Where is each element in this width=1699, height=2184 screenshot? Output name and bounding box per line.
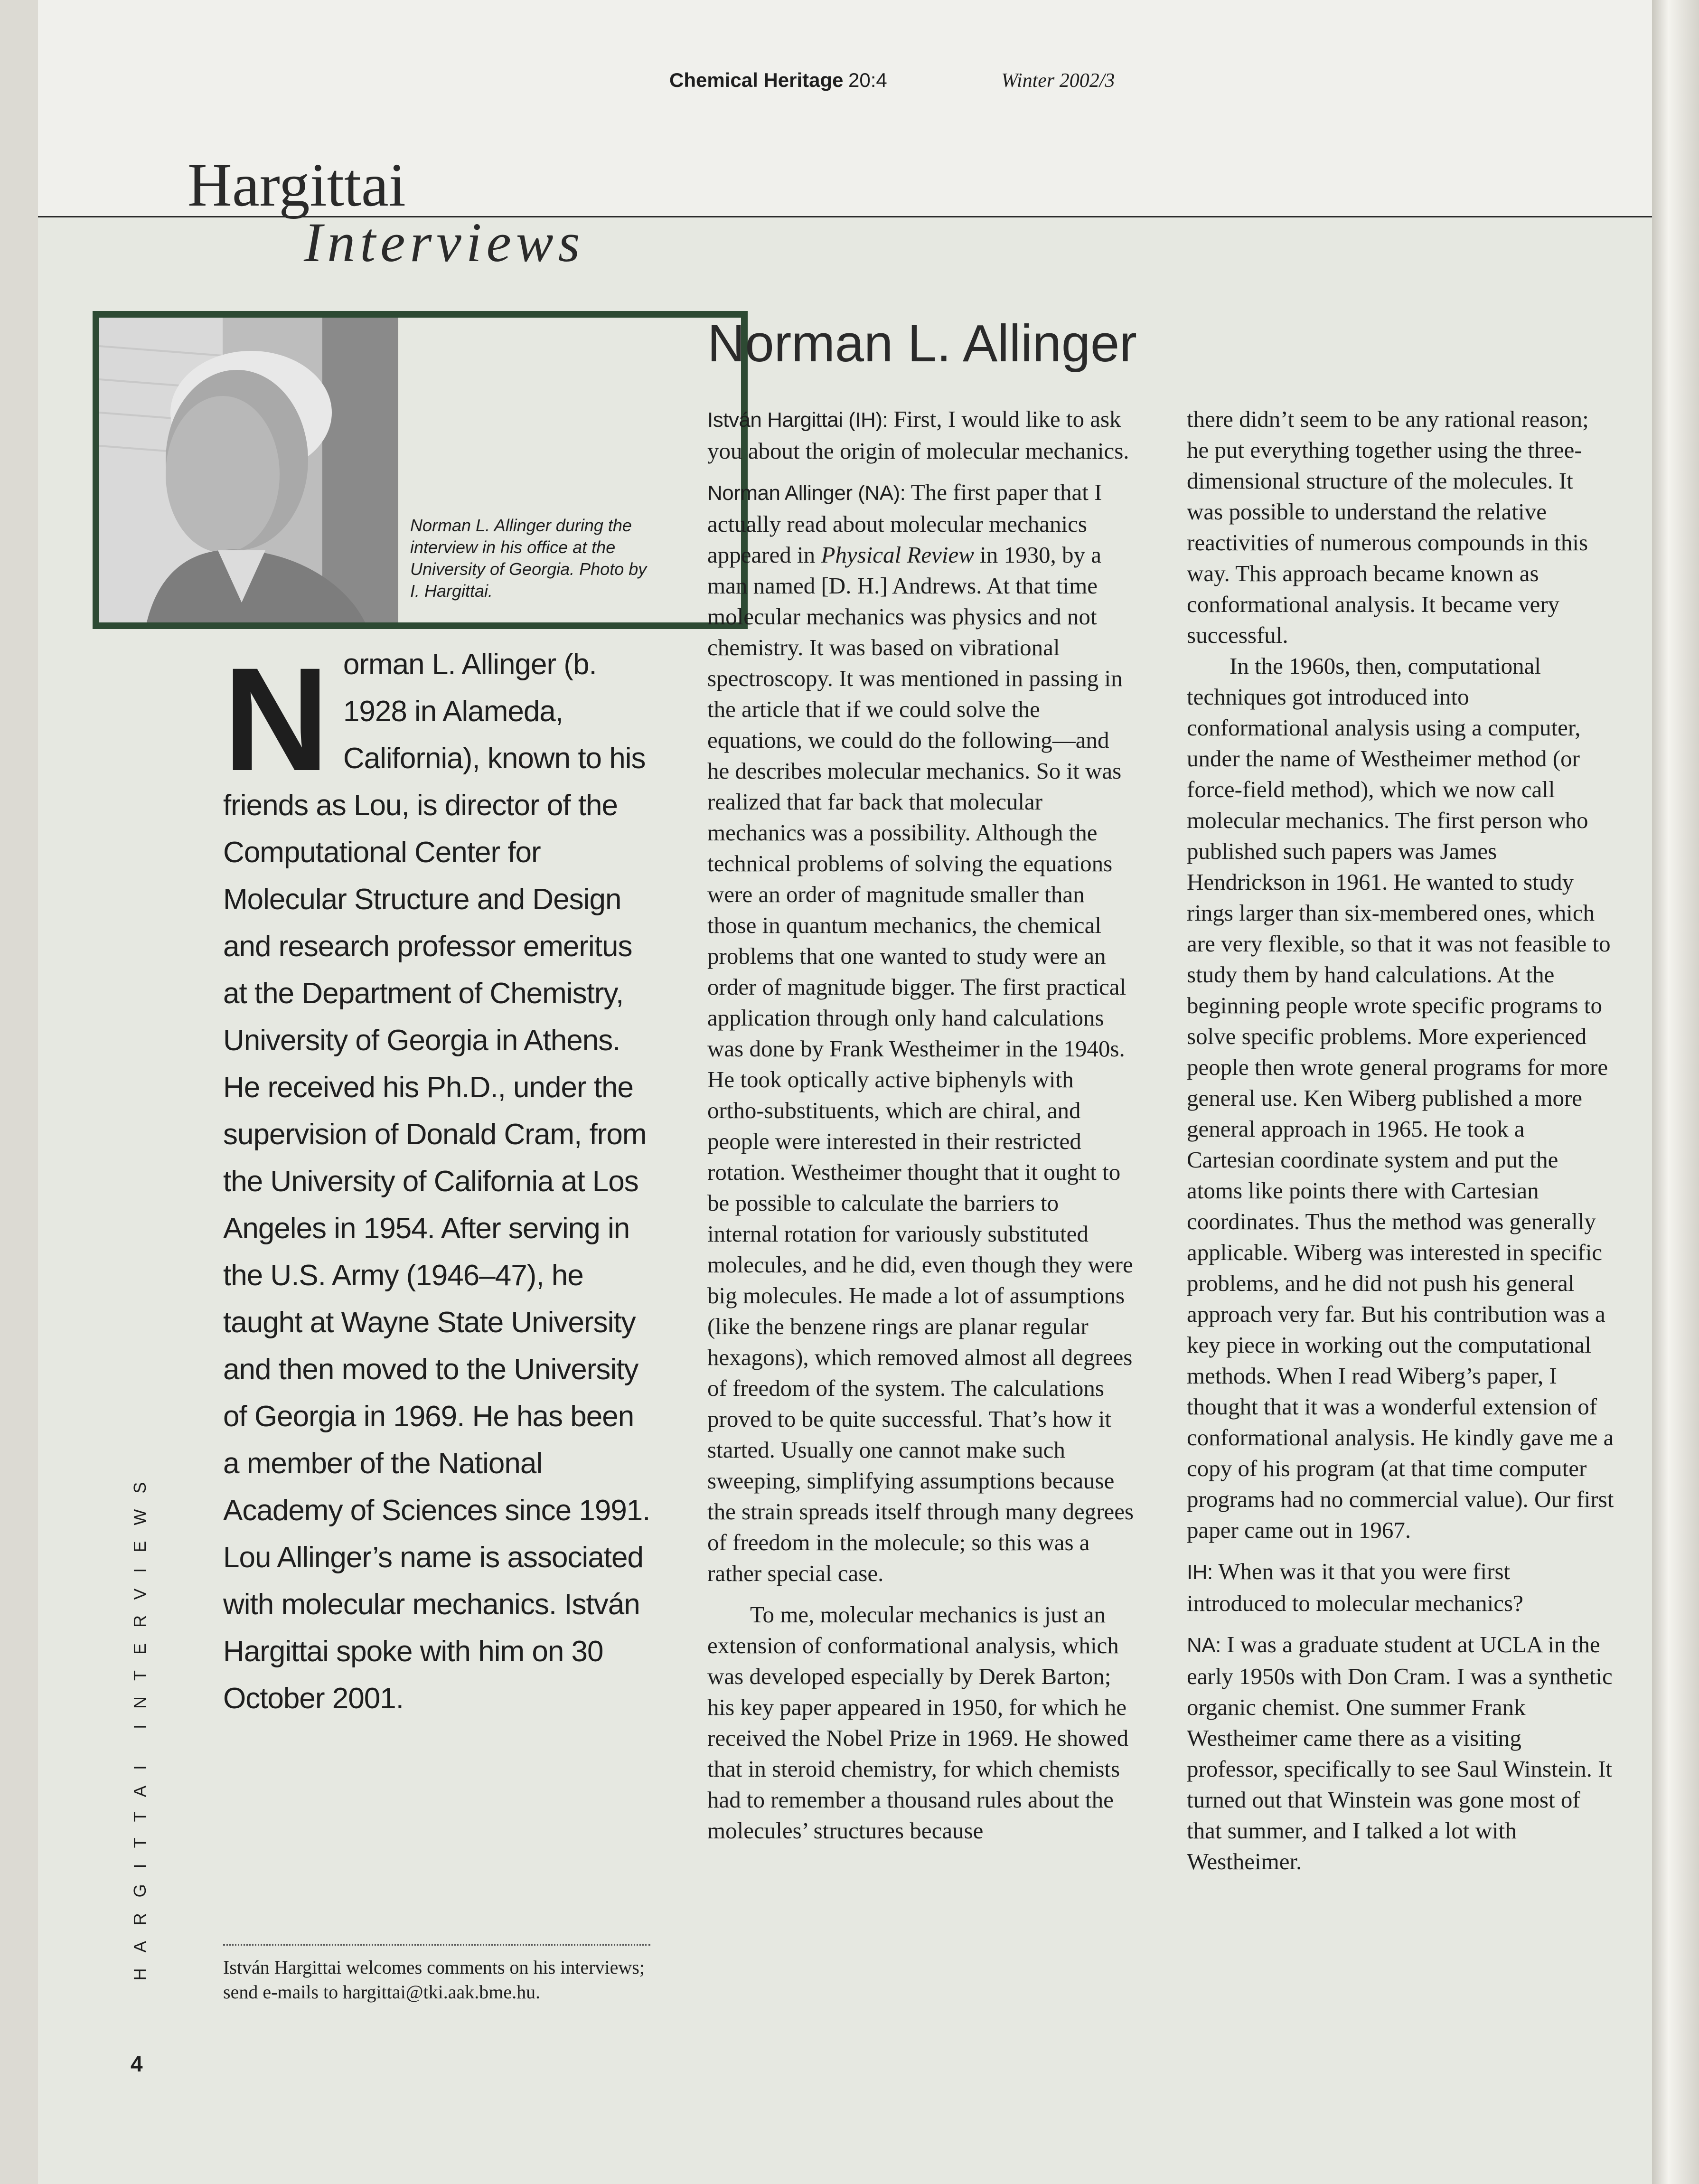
paragraph <box>1187 1629 1614 1877</box>
running-head <box>669 69 1115 92</box>
paragraph-text: When was it that you were first introduced to molecular mechanics? <box>1187 1558 1523 1616</box>
publication-name: Chemical Heritage <box>669 69 844 91</box>
footnote: István Hargittai welcomes comments on his interviews; send e-mails to hargittai@tki.aak.bme.hu. <box>223 1944 650 2005</box>
paragraph-text: I was a graduate student at UCLA in the early 1950s with Don Cram. I was a synthetic organic chemist. One summer Frank Westheimer came there as a visiting professor, specifically to see Saul Winstein. It turned out that Winstein was gone most of that summer, and I talked a lot with Westheimer. <box>1187 1631 1613 1874</box>
paragraph-text: in 1930, by a man named [D. H.] Andrews. At that time molecular mechanics was physics and not chemistry. It was based on vibrational spectroscopy. It was mentioned in passing in the article that if we could solve the equations, we could do the following—and he describes molecular mechanics. So it was realized that far back that molecular mechanics was a possibility. Although the technical problems of solving the equations were an order of magnitude smaller than those in quantum mechanics, the chemical problems that one wanted to study were an order of magnitude bigger. The first practical application through only hand calculations was done by Frank Westheimer in the 1940s. He took optically active biphenyls with ortho-substituents, which are chiral, and people were interested in their restricted rotation. Westheimer thought that it ought to be possible to calculate the barriers to internal rotation for variously substituted molecules, and he did, even though they were big molecules. He made a lot of assumptions (like the benzene rings are planar regular hexagons), which removed almost all degrees of freedom of the system. The calculations proved to be quite successful. That’s how it started. Usually one cannot make such sweeping, simplifying assumptions because the strain spreads itself through many degrees of freedom in the molecule; so this was a rather special case. <box>707 542 1134 1586</box>
speaker-label: Norman Allinger (NA): <box>707 481 906 505</box>
drop-cap: N <box>223 637 329 801</box>
paragraph <box>707 1599 1135 1846</box>
journal-name: Physical Review <box>821 542 974 568</box>
paragraph-text: The first paper that I actually read about molecular mechanics appeared in <box>707 479 1102 568</box>
paragraph <box>1187 650 1614 1545</box>
paragraph-text: First, I would like to ask you about the origin of molecular mechanics. <box>707 406 1129 464</box>
side-label-text: HARGITTAI INTERVIEWS <box>130 1466 150 1981</box>
paragraph <box>707 404 1135 466</box>
paragraph <box>1187 1556 1614 1619</box>
photo-frame <box>93 311 748 629</box>
paragraph-text: To me, molecular mechanics is just an extension of conformational analysis, which was developed especially by Derek Barton; his key paper appeared in 1950, for which he received the Nobel Prize in 1969. He showed that in steroid chemistry, for which chemists had to remember a thousand rules about the molecules’ structures because <box>707 1601 1129 1844</box>
issue-date: Winter 2002/3 <box>1001 70 1115 92</box>
header-band <box>38 0 1652 217</box>
paragraph <box>707 477 1135 1589</box>
speaker-label: NA: <box>1187 1634 1221 1657</box>
magazine-page <box>38 0 1652 2184</box>
portrait-photo <box>99 318 398 622</box>
article-column-2 <box>1187 404 1614 1887</box>
photo-caption: Norman L. Allinger during the interview in his office at the University of Georgia. Photo by I. Hargittai. <box>410 516 647 601</box>
intro-text: orman L. Allinger (b. 1928 in Alameda, California), known to his friends as Lou, is director of the Computational Center for Molecular Structure and Design and research professor emeritus at the Department of Chemistry, University of Georgia in Athens. He received his Ph.D., under the supervision of Donald Cram, from the University of California at Los Angeles in 1954. After serving in the U.S. Army (1946–47), he taught at Wayne State University and then moved to the University of Georgia in 1969. He has been a member of the National Academy of Sciences since 1991. Lou Allinger’s name is associated with molecular mechanics. István Hargittai spoke with him on 30 October 2001. <box>223 648 650 1715</box>
paragraph <box>1187 404 1614 650</box>
page-spine <box>1652 0 1699 2184</box>
issue-volume: 20:4 <box>848 69 887 91</box>
portrait-illustration <box>99 318 398 622</box>
article-title: Norman L. Allinger <box>707 314 1137 373</box>
side-label <box>126 1466 154 1981</box>
speaker-label: István Hargittai (IH): <box>707 408 888 432</box>
paragraph-text: In the 1960s, then, computational techniques got introduced into conformational analysis using a computer, under the name of Westheimer method (or force-field method), which we now call molecular mechanics. The first person who published such papers was James Hendrickson in 1961. He wanted to study rings larger than six-membered ones, which are very flexible, so that it was not feasible to study them by hand calculations. At the beginning people wrote specific programs to solve specific problems. More experienced people then wrote general programs for more general use. Ken Wiberg published a more general approach in 1965. He took a Cartesian coordinate system and put the atoms like points there with Cartesian coordinates. Thus the method was generally applicable. Wiberg was interested in specific problems, and he did not push his general approach very far. But his contribution was a key piece in working out the computational methods. When I read Wiberg’s paper, I thought that it was a wonderful extension of conformational analysis. He kindly gave me a copy of his program (at that time computer programs had no commercial value). Our first paper came out in 1967. <box>1187 653 1614 1543</box>
page-number: 4 <box>131 2052 143 2076</box>
speaker-label: IH: <box>1187 1561 1213 1584</box>
intro-paragraph <box>223 637 655 1722</box>
section-title-interviews: Interviews <box>304 211 585 273</box>
paragraph-text: there didn’t seem to be any rational reason; he put everything together using the three-dimensional structure of the molecules. It was possible to understand the relative reactivities of numerous compounds in this way. This approach became known as conformational analysis. It became very successful. <box>1187 406 1589 648</box>
section-title-hargittai: Hargittai <box>188 151 406 219</box>
article-column-1 <box>707 404 1135 1846</box>
